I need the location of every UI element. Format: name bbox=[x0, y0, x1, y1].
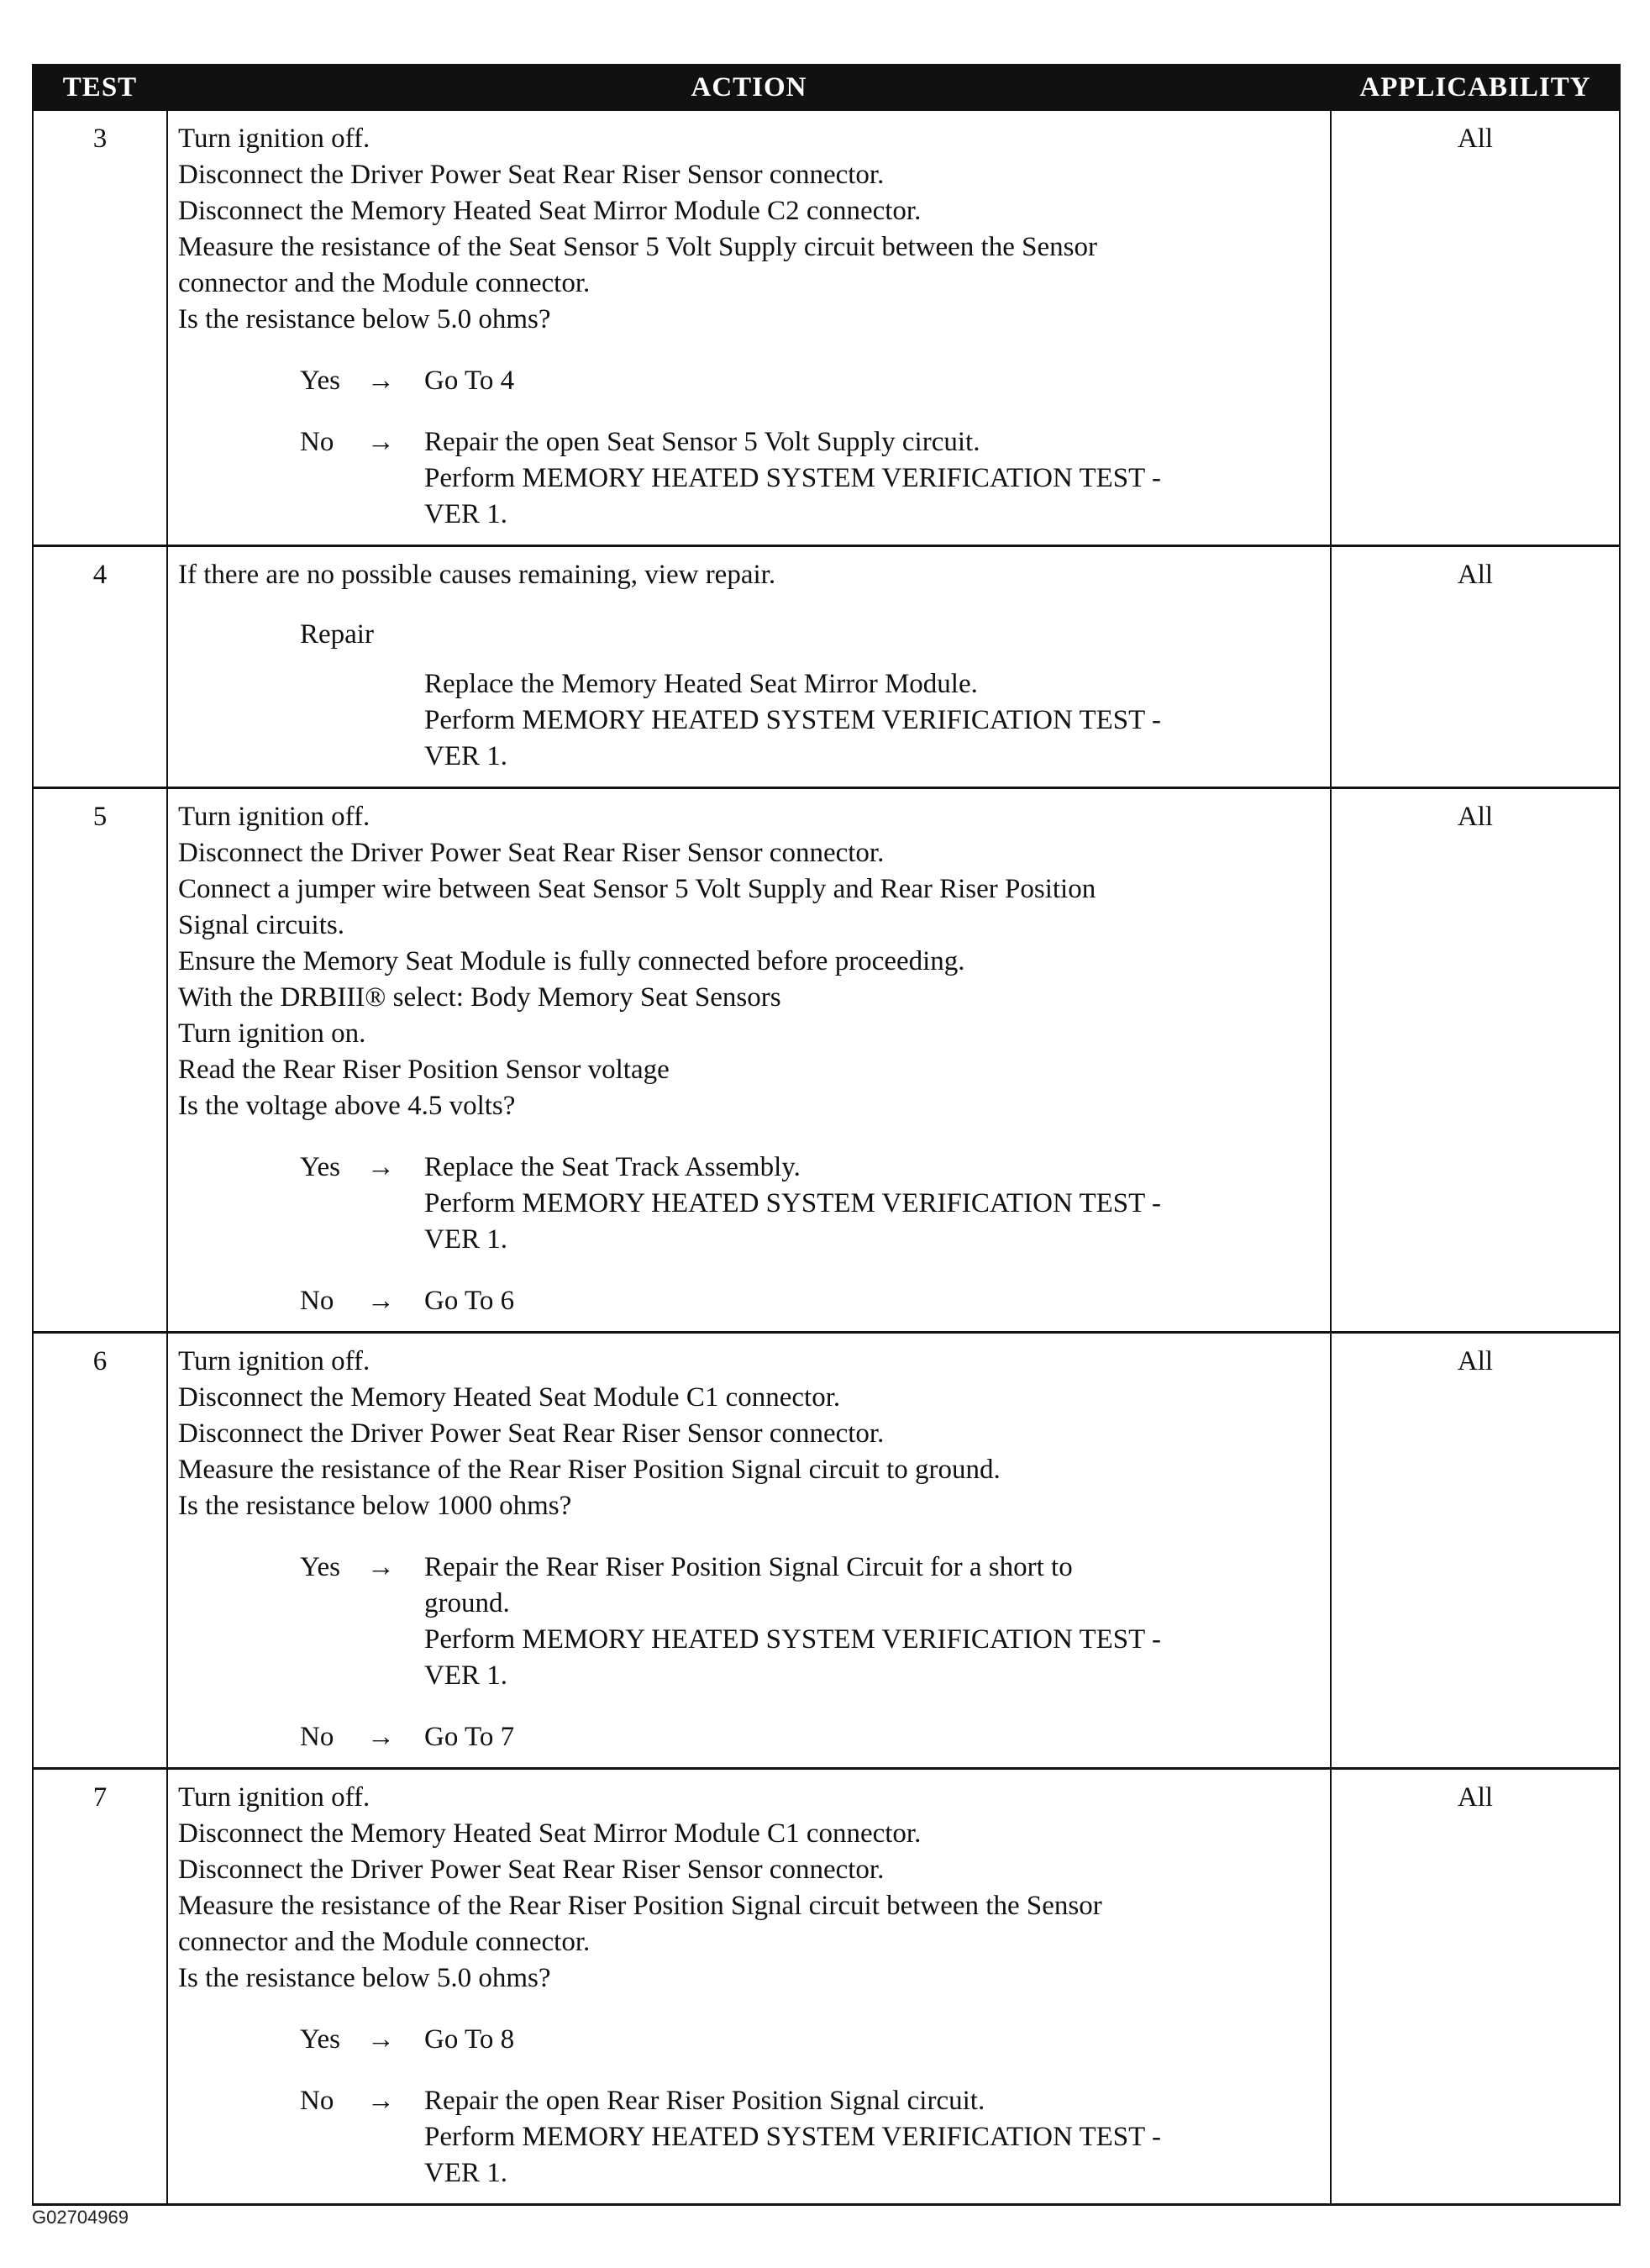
no-branch bbox=[178, 2083, 1323, 2192]
action-step: Disconnect the Driver Power Seat Rear Riser Sensor connector. bbox=[178, 1855, 885, 1885]
action-step: Connect a jumper wire between Seat Sensor 5 Volt Supply and Rear Riser Position bbox=[178, 874, 1096, 904]
yes-result bbox=[424, 1550, 1323, 1694]
action-step: Turn ignition off. bbox=[178, 1782, 370, 1813]
no-result bbox=[424, 1283, 1323, 1319]
table-row bbox=[33, 1333, 1620, 1769]
header-applicability: APPLICABILITY bbox=[1331, 65, 1620, 110]
result-line: Perform MEMORY HEATED SYSTEM VERIFICATION TEST - bbox=[424, 1188, 1161, 1218]
action-step: Is the voltage above 4.5 volts? bbox=[178, 1091, 516, 1121]
test-number: 6 bbox=[33, 1333, 167, 1769]
header-test: TEST bbox=[33, 65, 167, 110]
right-arrow-icon: → bbox=[367, 2024, 395, 2055]
table-row bbox=[33, 110, 1620, 546]
action-step: Turn ignition off. bbox=[178, 802, 370, 832]
result-line: Go To 8 bbox=[424, 2024, 515, 2055]
action-cell bbox=[167, 1769, 1331, 2205]
right-arrow-icon: → bbox=[367, 427, 395, 457]
action-step: Turn ignition on. bbox=[178, 1018, 366, 1049]
action-step: connector and the Module connector. bbox=[178, 268, 591, 298]
action-step: Read the Rear Riser Position Sensor voltage bbox=[178, 1055, 670, 1085]
header-action: ACTION bbox=[167, 65, 1331, 110]
action-step: Measure the resistance of the Rear Riser Position Signal circuit between the Sensor bbox=[178, 1891, 1102, 1921]
action-step: Is the resistance below 5.0 ohms? bbox=[178, 304, 551, 334]
applicability-value: All bbox=[1331, 546, 1620, 788]
table-row bbox=[33, 788, 1620, 1333]
action-step: Signal circuits. bbox=[178, 910, 344, 940]
test-number: 7 bbox=[33, 1769, 167, 2205]
result-line: VER 1. bbox=[424, 1224, 507, 1255]
action-cell bbox=[167, 1333, 1331, 1769]
action-step: Disconnect the Memory Heated Seat Mirror Module C1 connector. bbox=[178, 1818, 922, 1849]
no-branch bbox=[178, 424, 1323, 533]
action-step: Measure the resistance of the Seat Sensor 5 Volt Supply circuit between the Sensor bbox=[178, 232, 1097, 262]
yes-label: Yes bbox=[300, 366, 341, 396]
action-step: If there are no possible causes remaining, view repair. bbox=[178, 560, 776, 590]
no-result bbox=[424, 2083, 1323, 2192]
action-step: With the DRBIII® select: Body Memory Seat Sensors bbox=[178, 982, 781, 1013]
yes-label: Yes bbox=[300, 1552, 341, 1582]
result-line: Perform MEMORY HEATED SYSTEM VERIFICATION TEST - bbox=[424, 2122, 1161, 2152]
result-line: Go To 4 bbox=[424, 366, 515, 396]
no-result bbox=[424, 1719, 1323, 1755]
yes-label: Yes bbox=[300, 2024, 341, 2055]
table-row bbox=[33, 1769, 1620, 2205]
diagnostic-test-table bbox=[32, 64, 1621, 2206]
yes-result bbox=[424, 2022, 1323, 2058]
action-step: Ensure the Memory Seat Module is fully connected before proceeding. bbox=[178, 946, 965, 976]
yes-branch bbox=[178, 2022, 1323, 2058]
repair-label: Repair bbox=[300, 619, 374, 650]
result-line: ground. bbox=[424, 1588, 510, 1618]
right-arrow-icon: → bbox=[367, 1152, 395, 1182]
no-label: No bbox=[300, 1722, 334, 1752]
applicability-value: All bbox=[1331, 788, 1620, 1333]
no-label: No bbox=[300, 1286, 334, 1316]
no-branch bbox=[178, 1283, 1323, 1319]
result-line: Perform MEMORY HEATED SYSTEM VERIFICATION TEST - bbox=[424, 1624, 1161, 1655]
figure-id-label: G02704969 bbox=[32, 2207, 129, 2228]
result-line: Repair the open Rear Riser Position Signal circuit. bbox=[424, 2086, 985, 2116]
no-label: No bbox=[300, 427, 334, 457]
action-step: Measure the resistance of the Rear Riser Position Signal circuit to ground. bbox=[178, 1455, 1001, 1485]
repair-line: VER 1. bbox=[424, 741, 507, 771]
action-cell bbox=[167, 546, 1331, 788]
right-arrow-icon: → bbox=[367, 1722, 395, 1752]
right-arrow-icon: → bbox=[367, 2086, 395, 2116]
yes-result bbox=[424, 363, 1323, 399]
action-step: Disconnect the Driver Power Seat Rear Riser Sensor connector. bbox=[178, 160, 885, 190]
action-step: Disconnect the Memory Heated Seat Module C1 connector. bbox=[178, 1382, 841, 1413]
applicability-value: All bbox=[1331, 1333, 1620, 1769]
result-line: VER 1. bbox=[424, 2158, 507, 2188]
applicability-value: All bbox=[1331, 1769, 1620, 2205]
result-line: Repair the open Seat Sensor 5 Volt Supply circuit. bbox=[424, 427, 980, 457]
result-line: Repair the Rear Riser Position Signal Circuit for a short to bbox=[424, 1552, 1073, 1582]
repair-line: Replace the Memory Heated Seat Mirror Module. bbox=[424, 669, 978, 699]
table-header-row bbox=[33, 65, 1620, 110]
action-step: Disconnect the Driver Power Seat Rear Riser Sensor connector. bbox=[178, 1418, 885, 1449]
action-step: Turn ignition off. bbox=[178, 1346, 370, 1376]
repair-instructions bbox=[178, 666, 1323, 775]
test-number: 4 bbox=[33, 546, 167, 788]
action-step: Is the resistance below 5.0 ohms? bbox=[178, 1963, 551, 1993]
right-arrow-icon: → bbox=[367, 366, 395, 396]
test-number: 3 bbox=[33, 110, 167, 546]
yes-result bbox=[424, 1150, 1323, 1258]
yes-branch bbox=[178, 1150, 1323, 1258]
result-line: Go To 6 bbox=[424, 1286, 515, 1316]
action-step: connector and the Module connector. bbox=[178, 1927, 591, 1957]
right-arrow-icon: → bbox=[367, 1286, 395, 1316]
action-cell bbox=[167, 788, 1331, 1333]
result-line: Go To 7 bbox=[424, 1722, 515, 1752]
applicability-value: All bbox=[1331, 110, 1620, 546]
test-number: 5 bbox=[33, 788, 167, 1333]
result-line: VER 1. bbox=[424, 499, 507, 529]
action-step: Disconnect the Driver Power Seat Rear Riser Sensor connector. bbox=[178, 838, 885, 868]
right-arrow-icon: → bbox=[367, 1552, 395, 1582]
result-line: VER 1. bbox=[424, 1660, 507, 1691]
no-result bbox=[424, 424, 1323, 533]
table-row bbox=[33, 546, 1620, 788]
action-step: Is the resistance below 1000 ohms? bbox=[178, 1491, 572, 1521]
action-cell bbox=[167, 110, 1331, 546]
no-label: No bbox=[300, 2086, 334, 2116]
action-step: Disconnect the Memory Heated Seat Mirror Module C2 connector. bbox=[178, 196, 922, 226]
result-line: Replace the Seat Track Assembly. bbox=[424, 1152, 801, 1182]
yes-label: Yes bbox=[300, 1152, 341, 1182]
repair-line: Perform MEMORY HEATED SYSTEM VERIFICATION TEST - bbox=[424, 705, 1161, 735]
result-line: Perform MEMORY HEATED SYSTEM VERIFICATION TEST - bbox=[424, 463, 1161, 493]
action-step: Turn ignition off. bbox=[178, 124, 370, 154]
yes-branch bbox=[178, 363, 1323, 399]
yes-branch bbox=[178, 1550, 1323, 1694]
no-branch bbox=[178, 1719, 1323, 1755]
